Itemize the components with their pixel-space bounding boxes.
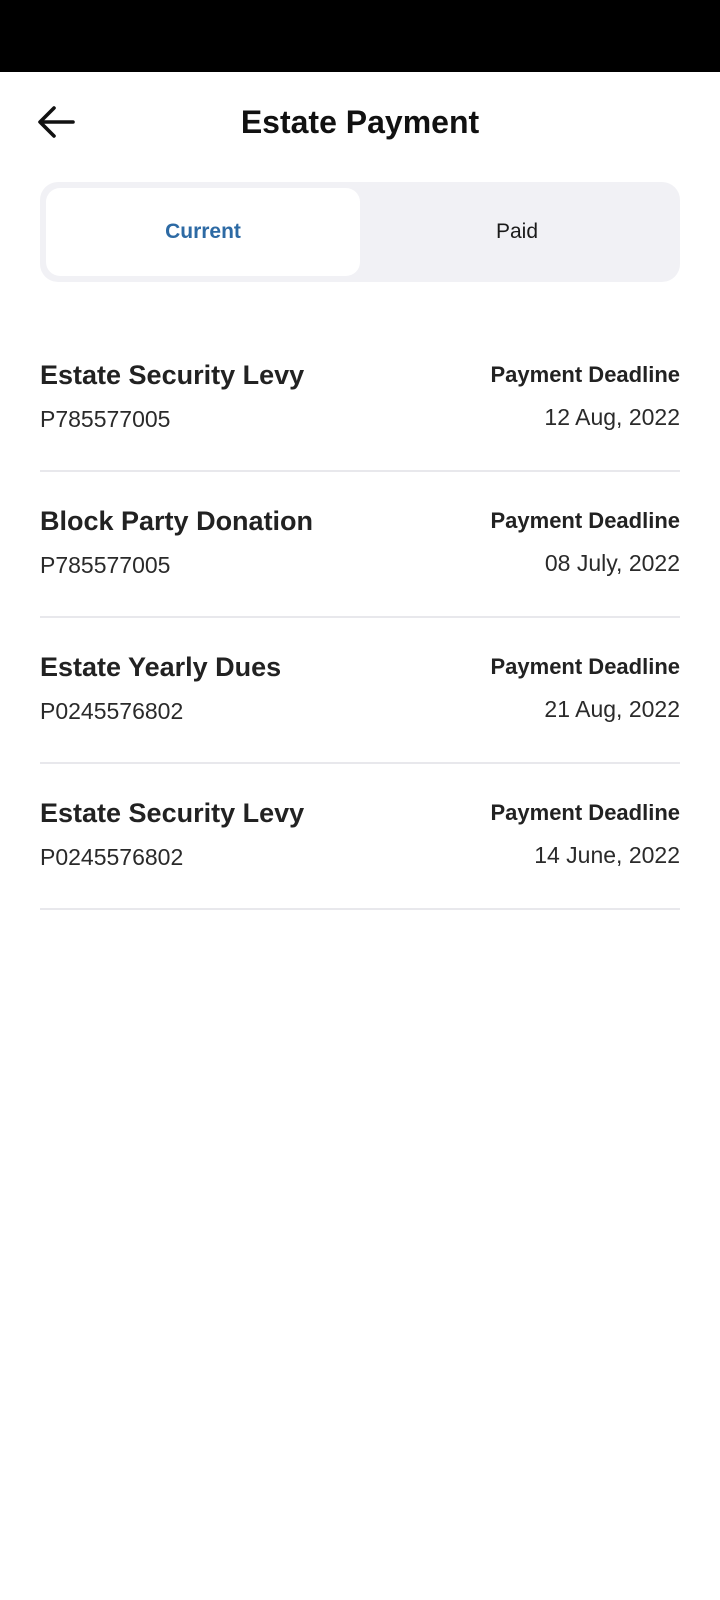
list-item[interactable]	[40, 472, 680, 618]
status-bar	[0, 0, 720, 72]
payment-code: P0245576802	[40, 844, 184, 870]
payment-code: P785577005	[40, 406, 171, 432]
payment-title: Estate Security Levy	[40, 360, 305, 390]
list-item[interactable]	[40, 618, 680, 764]
tab-paid[interactable]: Paid	[495, 220, 539, 243]
app-bar	[0, 72, 720, 172]
list-item[interactable]	[40, 764, 680, 910]
deadline-date: 12 Aug, 2022	[544, 404, 680, 430]
tab-current[interactable]: Current	[46, 188, 360, 276]
payment-title: Estate Security Levy	[40, 798, 305, 828]
payment-title: Estate Yearly Dues	[40, 652, 282, 682]
deadline-date: 21 Aug, 2022	[544, 696, 680, 722]
tab-bar	[40, 182, 680, 282]
payment-list	[40, 326, 680, 910]
deadline-date: 08 July, 2022	[544, 550, 680, 576]
deadline-date: 14 June, 2022	[534, 842, 680, 868]
page-title: Estate Payment	[240, 103, 480, 140]
payment-code: P0245576802	[40, 698, 184, 724]
deadline-label: Payment Deadline	[490, 654, 680, 679]
deadline-label: Payment Deadline	[490, 800, 680, 825]
deadline-label: Payment Deadline	[490, 508, 680, 533]
payment-title: Block Party Donation	[40, 506, 314, 536]
list-item[interactable]	[40, 326, 680, 472]
payment-code: P785577005	[40, 552, 171, 578]
deadline-label: Payment Deadline	[490, 362, 680, 387]
back-button[interactable]	[30, 96, 82, 148]
arrow-left-icon	[37, 105, 75, 139]
